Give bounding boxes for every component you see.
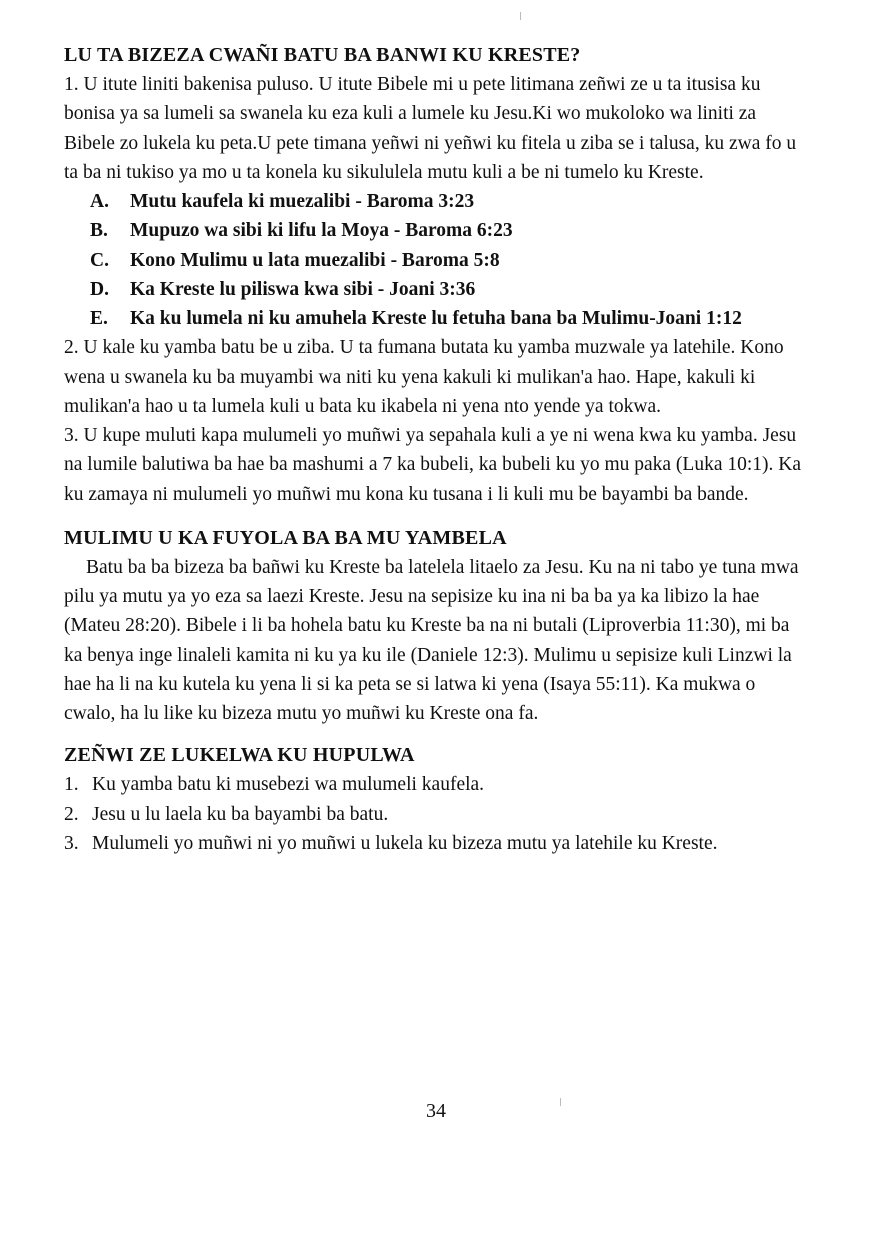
paragraph-text: U itute liniti bakenisa puluso. U itute Bibele mi u pete litimana zeñwi ze u ta itusisa ku bonisa ya sa lumeli sa swanela ku eza kuli a lumele ku Jesu.Ki wo mukoloko wa liniti za Bibele zo lukela ku peta.U pete timana yeñwi ni yeñwi ku fitela u ziba se i talusa, ku zwa fo u ta ba ni tukiso ya mo u ta konela ku sikululela mutu kuli a be ni tumelo ku Kreste. xyxy=(64,74,797,183)
list-text: Ka ku lumela ni ku amuhela Kreste lu fetuha bana ba Mulimu-Joani 1:12 xyxy=(130,308,742,329)
list-item xyxy=(90,304,804,333)
list-marker: A. xyxy=(90,191,109,212)
section-heading-1: LU TA BIZEZA CWAÑI BATU BA BANWI KU KRESTE? xyxy=(64,44,581,66)
list-marker: C. xyxy=(90,249,109,271)
list-marker: E. xyxy=(90,308,108,329)
section-heading-3: ZEÑWI ZE LUKELWA KU HUPULWA xyxy=(64,744,415,767)
list-text: Jesu u lu laela ku ba bayambi ba batu. xyxy=(92,803,389,825)
list-text: Kono Mulimu u lata muezalibi - Baroma 5:8 xyxy=(130,249,500,271)
list-marker: 2. xyxy=(64,803,79,825)
paragraph-4: Batu ba ba bizeza ba bañwi ku Kreste ba latelela litaelo za Jesu. Ku na ni tabo ye tuna mwa pilu ya mutu ya yo eza sa laezi Kreste. Jesu na sepisize ku ina ni ba ba ya ka libizo la hae (Mateu 28:20). Bibele i li ba hohela batu ku Kreste ba na ni butali (Liproverbia 11:30), mi ba ka benya inge linaleli kamita ni ku ya ku ile (Daniele 12:3). Mulimu u sepisize kuli Linzwi la hae ha li na ku kutela ku yena li si ka peta se si latwa ki yena (Isaya 55:11). Ka mukwa o cwalo, ha lu like ku bizeza mutu yo muñwi ku Kreste ona fa. xyxy=(64,556,799,724)
list-marker: D. xyxy=(90,278,109,300)
page-number: 34 xyxy=(426,1100,446,1122)
page-content xyxy=(64,40,804,858)
list-item xyxy=(64,770,804,799)
paragraph-number: 2. xyxy=(64,337,79,359)
list-item xyxy=(64,829,804,858)
list-text: Mulumeli yo muñwi ni yo muñwi u lukela ku bizeza mutu ya latehile ku Kreste. xyxy=(92,832,718,854)
list-text: Ku yamba batu ki musebezi wa mulumeli kaufela. xyxy=(92,774,485,796)
list-text: Mupuzo wa sibi ki lifu la Moya - Baroma 6:23 xyxy=(130,220,513,242)
list-item xyxy=(90,246,804,275)
paragraph-3 xyxy=(64,421,804,509)
paragraph-text: U kupe muluti kapa mulumeli yo muñwi ya sepahala kuli a ye ni wena kwa ku yamba. Jesu na lumile balutiwa ba hae ba mashumi a 7 ka bubeli, ka bubeli ku yo mu paka (Luka 10:1). Ka ku zamaya ni mulumeli yo muñwi mu kona ku tusana i li kuli mu be bayambi ba bande. xyxy=(64,425,802,505)
list-marker: B. xyxy=(90,220,108,242)
list-text: Ka Kreste lu piliswa kwa sibi - Joani 3:36 xyxy=(130,278,476,300)
key-points-list xyxy=(64,187,804,333)
paragraph-number: 3. xyxy=(64,425,79,446)
paragraph-text: U kale ku yamba batu be u ziba. U ta fumana butata ku yamba muzwale ya latehile. Kono wena u swanela ku ba muyambi wa niti ku yena kakuli ki mulikan'a hao. Hape, kakuli ki mulikan'a hao u ta lumela kuli u bata ku ikabela ni yena nto yende ya tokwa. xyxy=(64,337,784,417)
paragraph-number: 1. xyxy=(64,74,79,95)
paragraph-1 xyxy=(64,70,804,187)
list-marker: 1. xyxy=(64,774,79,796)
reminders-list xyxy=(64,770,804,858)
list-item xyxy=(64,800,804,829)
paragraph-2 xyxy=(64,333,804,421)
scan-speck xyxy=(520,12,521,20)
list-text: Mutu kaufela ki muezalibi - Baroma 3:23 xyxy=(130,191,475,212)
list-item xyxy=(90,275,804,304)
section-heading-2: MULIMU U KA FUYOLA BA BA MU YAMBELA xyxy=(64,526,507,549)
list-item xyxy=(90,187,804,216)
list-item xyxy=(90,216,804,245)
list-marker: 3. xyxy=(64,832,79,854)
